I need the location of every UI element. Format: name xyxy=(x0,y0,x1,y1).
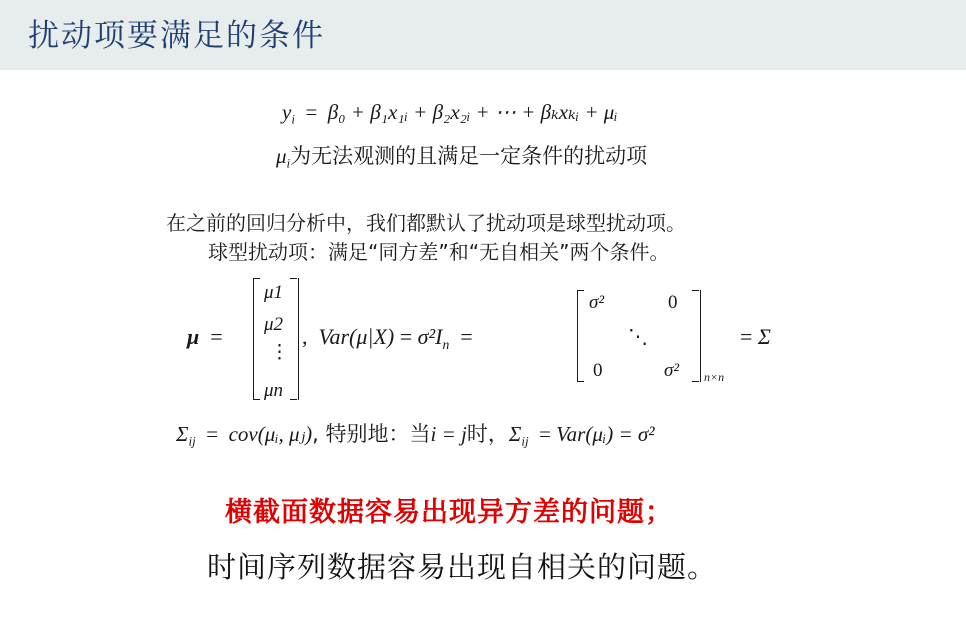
eq-lhs-sub: i xyxy=(291,111,295,127)
cross-section-conclusion: 横截面数据容易出现异方差的问题； xyxy=(225,497,673,528)
vector-vdots: ⋮ xyxy=(270,342,289,363)
bracket-tick xyxy=(253,399,260,400)
matrix-cell: σ² xyxy=(589,292,605,313)
paragraph-2: 球型扰动项：满足“同方差”和“无自相关”两个条件。 xyxy=(208,240,670,264)
bracket-tick xyxy=(692,290,699,291)
bracket-tick xyxy=(290,399,297,400)
mu-vector-label: μ = xyxy=(187,324,223,349)
matrix-ddots: ⋱ xyxy=(628,326,648,348)
regression-equation xyxy=(282,100,618,128)
mu-sub: i xyxy=(286,155,291,171)
matrix-cell: 0 xyxy=(593,360,603,381)
bracket-tick xyxy=(577,290,584,291)
matrix-cell: 0 xyxy=(668,292,678,313)
paragraph-1: 在之前的回归分析中，我们都默认了扰动项是球型扰动项。 xyxy=(166,211,686,235)
disturbance-text: 为无法观测的且满足一定条件的扰动项 xyxy=(290,144,648,168)
vector-entry: μ2 xyxy=(264,314,284,335)
bracket-tick xyxy=(253,278,260,279)
eq-lhs: y xyxy=(282,100,292,124)
mu-symbol: μ xyxy=(276,144,287,168)
bracket-tick xyxy=(692,381,699,382)
variance-expression: , $Var(\mu|X) = \sigma^2I_n$ = xyxy=(302,324,473,352)
vector-entry: μn xyxy=(264,380,284,401)
vector-entry: μ1 xyxy=(264,282,284,303)
eq-equals: = xyxy=(305,100,318,124)
matrix-cell: σ² xyxy=(664,360,680,381)
slide-title: 扰动项要满足的条件 xyxy=(28,18,325,54)
matrix-result: = Σ xyxy=(740,324,771,349)
bracket-tick xyxy=(577,381,584,382)
eq-terms: β₀ + β₁x₁ᵢ + β₂x₂ᵢ + ⋯ + βₖxₖᵢ + μᵢ xyxy=(327,100,618,124)
matrix-size: n×n xyxy=(704,370,725,384)
slide-header xyxy=(0,0,966,70)
disturbance-description xyxy=(276,140,647,172)
time-series-conclusion: 时间序列数据容易出现自相关的问题。 xyxy=(207,550,718,584)
bracket-tick xyxy=(290,278,297,279)
sigma-definition: $\Sigma_{ij}$ = cov(μᵢ, μⱼ), 特别地：当i = j时，$\Sigma_{ij}$ = Var(μᵢ) = σ² xyxy=(176,422,655,449)
